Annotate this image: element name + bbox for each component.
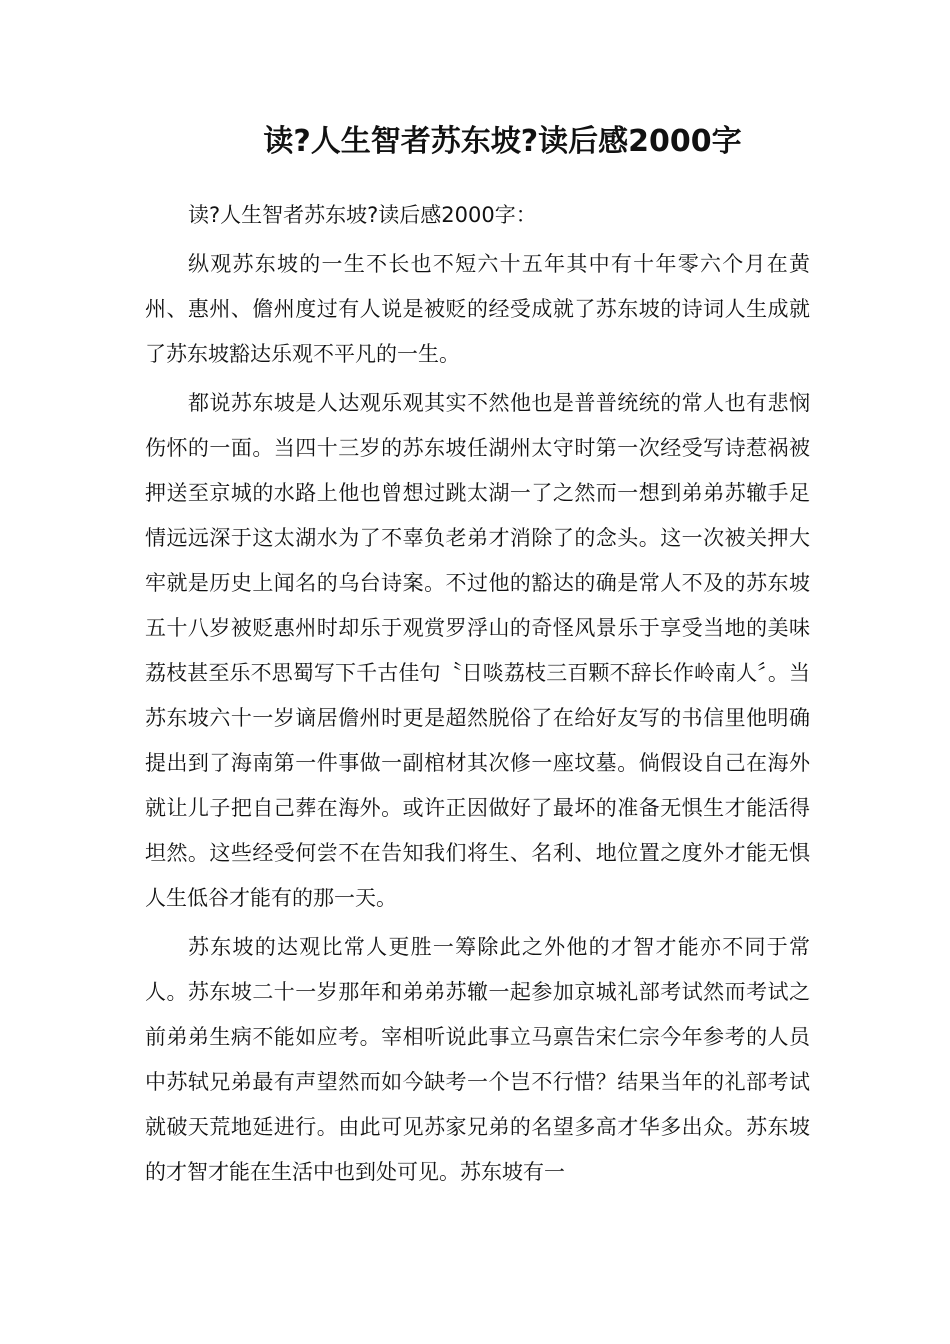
paragraph-1: 纵观苏东坡的一生不长也不短六十五年其中有十年零六个月在黄州、惠州、儋州度过有人说是被贬的经受成就了苏东坡的诗词人生成就了苏东坡豁达乐观不平凡的一生。 bbox=[145, 252, 810, 366]
paragraph-2: 都说苏东坡是人达观乐观其实不然他也是普普统统的常人也有悲悯伤怀的一面。当四十三岁的苏东坡任湖州太守时第一次经受写诗惹祸被押送至京城的水路上他也曾想过跳太湖一了之然而一想到弟弟苏辙手足情远远深于这太湖水为了不辜负老弟才消除了的念头。这一次被关押大牢就是历史上闻名的乌台诗案。不过他的豁达的确是常人不及的苏东坡五十八岁被贬惠州时却乐于观赏罗浮山的奇怪风景乐于享受当地的美味荔枝甚至乐不思蜀写下千古佳句〝日啖荔枝三百颗不辞长作岭南人〞。当苏东坡六十一岁谪居儋州时更是超然脱俗了在给好友写的书信里他明确提出到了海南第一件事做一副棺材其次修一座坟墓。倘假设自己在海外就让儿子把自己葬在海外。或许正因做好了最坏的准备无惧生才能活得坦然。这些经受何尝不在告知我们将生、名利、地位置之度外才能无惧人生低谷才能有的那一天。 bbox=[145, 391, 810, 910]
paragraph-3: 苏东坡的达观比常人更胜一筹除此之外他的才智才能亦不同于常人。苏东坡二十一岁那年和弟弟苏辙一起参加京城礼部考试然而考试之前弟弟生病不能如应考。宰相听说此事立马禀告宋仁宗今年参考的人员中苏轼兄弟最有声望然而如今缺考一个岂不行惜？结果当年的礼部考试就破天荒地延进行。由此可见苏家兄弟的名望多高才华多出众。苏东坡的才智才能在生活中也到处可见。苏东坡有一 bbox=[145, 935, 810, 1184]
paragraph-intro: 读?人生智者苏东坡?读后感2000字： bbox=[188, 203, 537, 227]
document-body bbox=[145, 193, 810, 1199]
document-title: 读?人生智者苏东坡?读后感2000字 bbox=[263, 124, 742, 159]
